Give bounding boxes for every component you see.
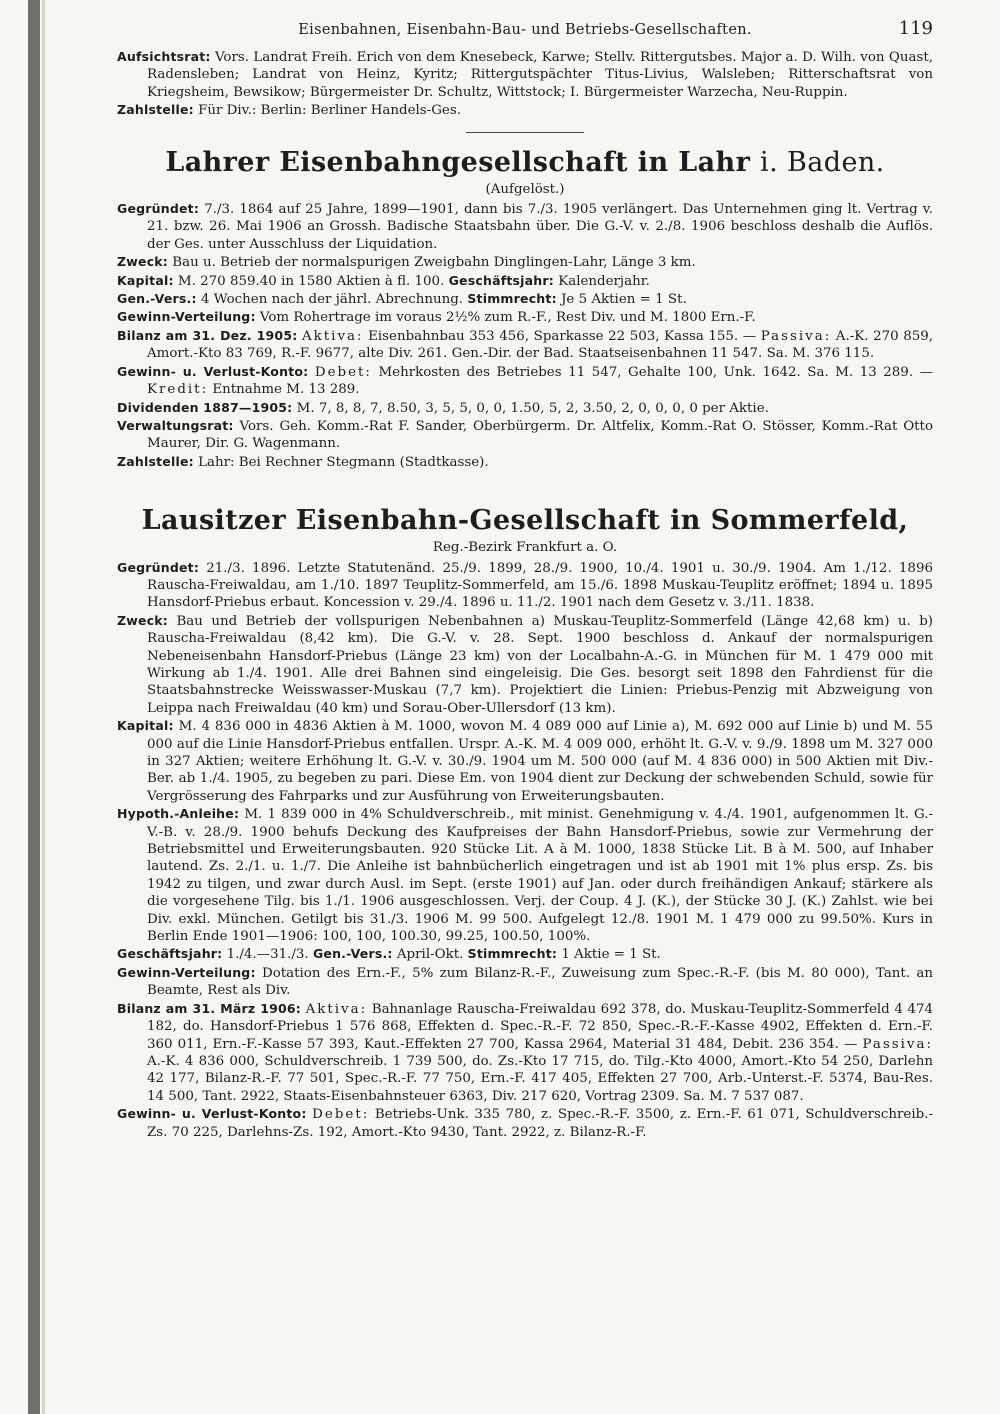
section-divider — [466, 132, 584, 133]
lahr-genvers — [117, 290, 933, 308]
prev-aufsichtsrat-label: Aufsichtsrat: — [117, 49, 211, 64]
lahr-title-main: Lahrer Eisenbahngesellschaft in Lahr — [165, 146, 751, 178]
lausitz-kapital-text: M. 4 836 000 in 4836 Aktien à M. 1000, wovon M. 4 089 000 auf Linie a), M. 692 000 auf Linie b) und M. 55 000 auf die Linie Hansdorf-Priebus entfallen. Urspr. A.-K. M. 4 009 000, erhöht lt. G.-V. v. 9./9. 1898 um M. 327 000 in 327 Aktien; weitere Erhöhung lt. G.-V. v. 30./9. 1904 um M. 500 000 (auf M. 4 836 000) in 500 Aktien mit Div.-Ber. ab 1./4. 1905, zu begeben zu pari. Diese Em. von 1904 dient zur Deckung der schwebenden Schuld, sowie für Vergrösserung des Fahrparks und zur Ausführung von Erweiterungsbauten. — [147, 719, 933, 804]
lahr-debet-label: Debet: — [314, 364, 372, 380]
lausitz-guv-label: Gewinn- u. Verlust-Konto: — [117, 1106, 307, 1122]
lausitz-genvers-label: Gen.-Vers.: — [312, 946, 393, 962]
lausitz-geschaeftsjahr-text: 1./4.—31./3. — [226, 947, 309, 963]
lahr-zweck — [117, 253, 933, 271]
lahr-guv — [117, 363, 933, 399]
lausitz-bilanz — [117, 1000, 933, 1105]
lahr-geschaeftsjahr-text: Kalenderjahr. — [558, 273, 650, 289]
lahr-bilanz-label: Bilanz am 31. Dez. 1905: — [117, 327, 298, 343]
lausitz-zweck — [117, 612, 933, 717]
lahr-gewinnverteilung — [117, 308, 933, 326]
lausitz-kapital-label: Kapital: — [117, 718, 174, 734]
previous-entry — [117, 48, 933, 120]
lahr-aktiva-text: Eisenbahnbau 353 456, Sparkasse 22 503, Kassa 155. — — [368, 328, 757, 344]
prev-zahlstelle-label: Zahlstelle: — [117, 102, 194, 118]
lausitz-hypoth — [117, 805, 933, 945]
lahr-title-small: i. Baden. — [760, 146, 885, 178]
lahr-title — [117, 147, 933, 179]
lausitz-title: Lausitzer Eisenbahn-Gesellschaft in Sommerfeld, — [141, 505, 909, 537]
lausitz-gewinnverteilung-text: Dotation des Ern.-F., 5% zum Bilanz-R.-F., Zuweisung zum Spec.-R.-F. (bis M. 80 000), Tant. an Beamte, Rest als Div. — [147, 965, 933, 999]
lausitz-stimmrecht-text: 1 Aktie = 1 St. — [561, 947, 661, 963]
lahr-zweck-label: Zweck: — [117, 254, 169, 270]
lausitz-aktiva-text: Bahnanlage Rauscha-Freiwaldau 692 378, do. Muskau-Teuplitz-Sommerfeld 4 474 182, do. Hansdorf-Priebus 1 576 868, Effekten d. Spec.-R.-F. 72 850, Spec.-R.-F.-Kasse 4902, Effekten d. Ern.-F. 360 011, Ern.-F.-Kasse 57 393, Kaut.-Effekten 27 700, Kassa 2964, Material 31 484, Debit. 236 354. — — [147, 1001, 933, 1052]
lahr-stimmrecht-label: Stimmrecht: — [467, 291, 557, 307]
lausitz-passiva-label: Passiva: — [862, 1036, 933, 1052]
lahr-zahlstelle-label: Zahlstelle: — [117, 453, 194, 469]
book-spine-edge — [42, 0, 45, 1414]
lausitz-gegruendet-label: Gegründet: — [117, 559, 200, 575]
lahr-geschaeftsjahr-label: Geschäftsjahr: — [448, 272, 554, 288]
lausitz-gegruendet — [117, 559, 933, 612]
lausitz-gewinnverteilung — [117, 964, 933, 1000]
prev-aufsichtsrat-text: Vors. Landrat Freih. Erich von dem Knesebeck, Karwe; Stellv. Rittergutsbes. Major a. D. Wilh. von Quast, Radensleben; Landrat von Heinz, Kyritz; Rittergutspächter Titus-Livius, Walsleben; Ritterschaftsrat von Kriegsheim, Bewsikow; Bürgermeister Dr. Schultz, Wittstock; I. Bürgermeister Warzecha, Neu-Ruppin. — [147, 50, 933, 100]
lahr-dividenden-label: Dividenden 1887—1905: — [117, 399, 293, 415]
lahr-zweck-text: Bau u. Betrieb der normalspurigen Zweigbahn Dinglingen-Lahr, Länge 3 km. — [172, 255, 696, 271]
prev-aufsichtsrat — [117, 48, 933, 101]
lausitz-subtitle: Reg.-Bezirk Frankfurt a. O. — [432, 540, 618, 556]
lahr-genvers-text: 4 Wochen nach der jährl. Abrechnung. — [200, 292, 464, 308]
lausitz-genvers-text: April-Okt. — [396, 947, 464, 963]
lahr-gegruendet-label: Gegründet: — [117, 201, 200, 217]
lahr-kredit-text: Entnahme M. 13 289. — [212, 382, 360, 398]
lausitz-geschaeftsjahr-label: Geschäftsjahr: — [117, 946, 223, 962]
lausitz-aktiva-label: Aktiva: — [305, 1001, 368, 1017]
lahr-kapital-label: Kapital: — [117, 272, 174, 288]
prev-zahlstelle-text: Für Div.: Berlin: Berliner Handels-Ges. — [198, 103, 461, 119]
lausitz-debet-label: Debet: — [312, 1107, 370, 1123]
lahr-zahlstelle — [117, 453, 933, 471]
lausitz-zweck-text: Bau und Betrieb der vollspurigen Nebenbahnen a) Muskau-Teuplitz-Sommerfeld (Länge 42,68 km) u. b) Rauscha-Freiwaldau (8,42 km). Die G.-V. v. 28. Sept. 1900 beschloss d. Ankauf der normalspurigen Nebeneisenbahn Hansdorf-Priebus (Länge 23 km) von der Localbahn-A.-G. in München für M. 1 479 000 mit Wirkung ab 1./4. 1901. Alle drei Bahnen sind eingeleisig. Die Ges. besorgt seit 1898 den Fahrdienst für die Staatsbahnstrecke Weisswasser-Muskau (7,7 km). Projektiert die Linien: Priebus-Penzig mit Abzweigung von Leippa nach Freiwaldau (40 km) und Sorau-Ober-Ullersdorf (13 km). — [147, 613, 933, 716]
lausitz-guv — [117, 1105, 933, 1141]
lahr-gegruendet-text: 7./3. 1864 auf 25 Jahre, 1899—1901, dann bis 7./3. 1905 verlängert. Das Unternehmen ging lt. Vertrag v. 21. bzw. 26. Mai 1906 an Grossh. Badische Staatsbahn über. Die G.-V. v. 2./8. 1906 beschloss deshalb die Auflös. der Ges. unter Ausschluss der Liquidation. — [147, 202, 933, 252]
lahr-passiva-label: Passiva: — [760, 328, 832, 344]
lahr-genvers-label: Gen.-Vers.: — [117, 291, 197, 307]
lausitz-entry — [117, 505, 933, 1141]
lahr-dividenden-text: M. 7, 8, 8, 7, 8.50, 3, 5, 5, 0, 0, 1.50, 5, 2, 3.50, 2, 0, 0, 0, 0 per Aktie. — [296, 400, 769, 416]
lausitz-gegruendet-text: 21./3. 1896. Letzte Statutenänd. 25./9. 1899, 28./9. 1900, 10./4. 1901 u. 30./9. 1904. Am 1./12. 1896 Rauscha-Freiwaldau, am 1./10. 1897 Teuplitz-Sommerfeld, am 15./6. 1898 Muskau-Teuplitz eröffnet; 1894 u. 1895 Hansdorf-Priebus erbaut. Koncession v. 29./4. 1896 u. 11./2. 1901 nach dem Gesetz v. 3./11. 1838. — [147, 560, 933, 611]
prev-zahlstelle — [117, 101, 933, 119]
lausitz-geschaeftsjahr — [117, 945, 933, 963]
running-head-title: Eisenbahnen, Eisenbahn-Bau- und Betriebs-Gesellschaften. — [298, 22, 752, 38]
lahr-aktiva-label: Aktiva: — [302, 328, 364, 344]
lahr-verwaltungsrat-label: Verwaltungsrat: — [117, 417, 234, 433]
lahr-dividenden — [117, 399, 933, 417]
lausitz-bilanz-label: Bilanz am 31. März 1906: — [117, 1000, 301, 1016]
lausitz-hypoth-text: M. 1 839 000 in 4% Schuldverschreib., mit minist. Genehmigung v. 4./4. 1901, aufgenommen lt. G.-V.-B. v. 28./9. 1900 behufs Deckung des Kaufpreises der Bahn Hansdorf-Priebus, sowie zur Vermehrung der Betriebsmittel und Erweiterungsbauten. 920 Stücke Lit. A à M. 1000, 1838 Stücke Lit. B à M. 500, auf Inhaber lautend. Zs. 2./1. u. 1./7. Die Anleihe ist bahnbücherlich eingetragen und ist ab 1901 mit 1% plus ersp. Zs. bis 1942 zu tilgen, und zwar durch Ausl. im Sept. (erste 1901) auf Jan. oder durch freihändigen Ankauf; stärkere als die vorgesehene Tilg. bis 1./1. 1906 ausgeschlossen. Verj. der Coup. 4 J. (K.), der Stücke 30 J. (K.) Zahlst. wie bei Div. exkl. München. Getilgt bis 31./3. 1906 M. 99 500. Aufgelegt 12./8. 1901 M. 1 479 000 zu 99.50%. Kurs in Berlin Ende 1901—1906: 100, 100, 100.30, 99.25, 100.50, 100%. — [147, 807, 933, 945]
lahr-gegruendet — [117, 200, 933, 253]
page-number: 119 — [898, 18, 933, 39]
lausitz-hypoth-label: Hypoth.-Anleihe: — [117, 806, 240, 822]
lahr-verwaltungsrat — [117, 417, 933, 453]
lahr-kapital — [117, 272, 933, 290]
lahr-kredit-label: Kredit: — [147, 382, 209, 398]
lausitz-stimmrecht-label: Stimmrecht: — [467, 946, 558, 962]
lahr-debet-text: Mehrkosten des Betriebes 11 547, Gehalte 100, Unk. 1642. Sa. M. 13 289. — — [378, 364, 933, 380]
section-gap — [117, 471, 933, 501]
lahr-stimmrecht-text: Je 5 Aktien = 1 St. — [561, 292, 687, 308]
document-page — [117, 18, 934, 1141]
lahr-passiva-text: A.-K. 270 859, Amort.-Kto 83 769, R.-F. 9677, alte Div. 261. Gen.-Dir. der Bad. Staatseisenbahnen 11 547. Sa. M. 376 115. — [147, 328, 934, 362]
lahr-subtitle: (Aufgelöst.) — [485, 181, 565, 197]
lausitz-gewinnverteilung-label: Gewinn-Verteilung: — [117, 964, 256, 980]
lausitz-passiva-text: A.-K. 4 836 000, Schuldverschreib. 1 739 500, do. Zs.-Kto 17 715, do. Tilg.-Kto 4000, Amort.-Kto 54 250, Darlehn 42 177, Bilanz-R.-F. 77 501, Spec.-R.-F. 77 750, Ern.-F. 417 405, Effekten 27 700, Arb.-Unterst.-F. 5374, Bau-Res. 14 500, Tant. 2922, Staats-Eisenbahnsteuer 6363, Div. 217 620, Vortrag 2309. Sa. M. 7 537 087. — [147, 1053, 933, 1104]
running-head — [117, 18, 933, 48]
lausitz-kapital — [117, 717, 933, 805]
lahr-guv-label: Gewinn- u. Verlust-Konto: — [117, 363, 309, 379]
lahr-kapital-text: M. 270 859.40 in 1580 Aktien à fl. 100. — [177, 273, 445, 289]
lausitz-debet-text: Betriebs-Unk. 335 780, z. Spec.-R.-F. 3500, z. Ern.-F. 61 071, Schuldverschreib.-Zs. 70 225, Darlehns-Zs. 192, Amort.-Kto 9430, Tant. 2922, z. Bilanz-R.-F. — [147, 1107, 933, 1140]
lahr-gewinnverteilung-text: Vom Rohertrage im voraus 2½% zum R.-F., Rest Div. und M. 1800 Ern.-F. — [259, 310, 756, 326]
lahr-gewinnverteilung-label: Gewinn-Verteilung: — [117, 309, 256, 325]
lahr-bilanz — [117, 327, 933, 363]
lahr-verwaltungsrat-text: Vors. Geh. Komm.-Rat F. Sander, Oberbürgerm. Dr. Altfelix, Komm.-Rat O. Stösser, Komm.-Rat Otto Maurer, Dir. G. Wagenmann. — [147, 418, 934, 452]
lahr-zahlstelle-text: Lahr: Bei Rechner Stegmann (Stadtkasse). — [198, 454, 489, 470]
lahr-entry — [117, 147, 933, 472]
book-spine-shadow — [28, 0, 40, 1414]
lausitz-zweck-label: Zweck: — [117, 612, 169, 628]
